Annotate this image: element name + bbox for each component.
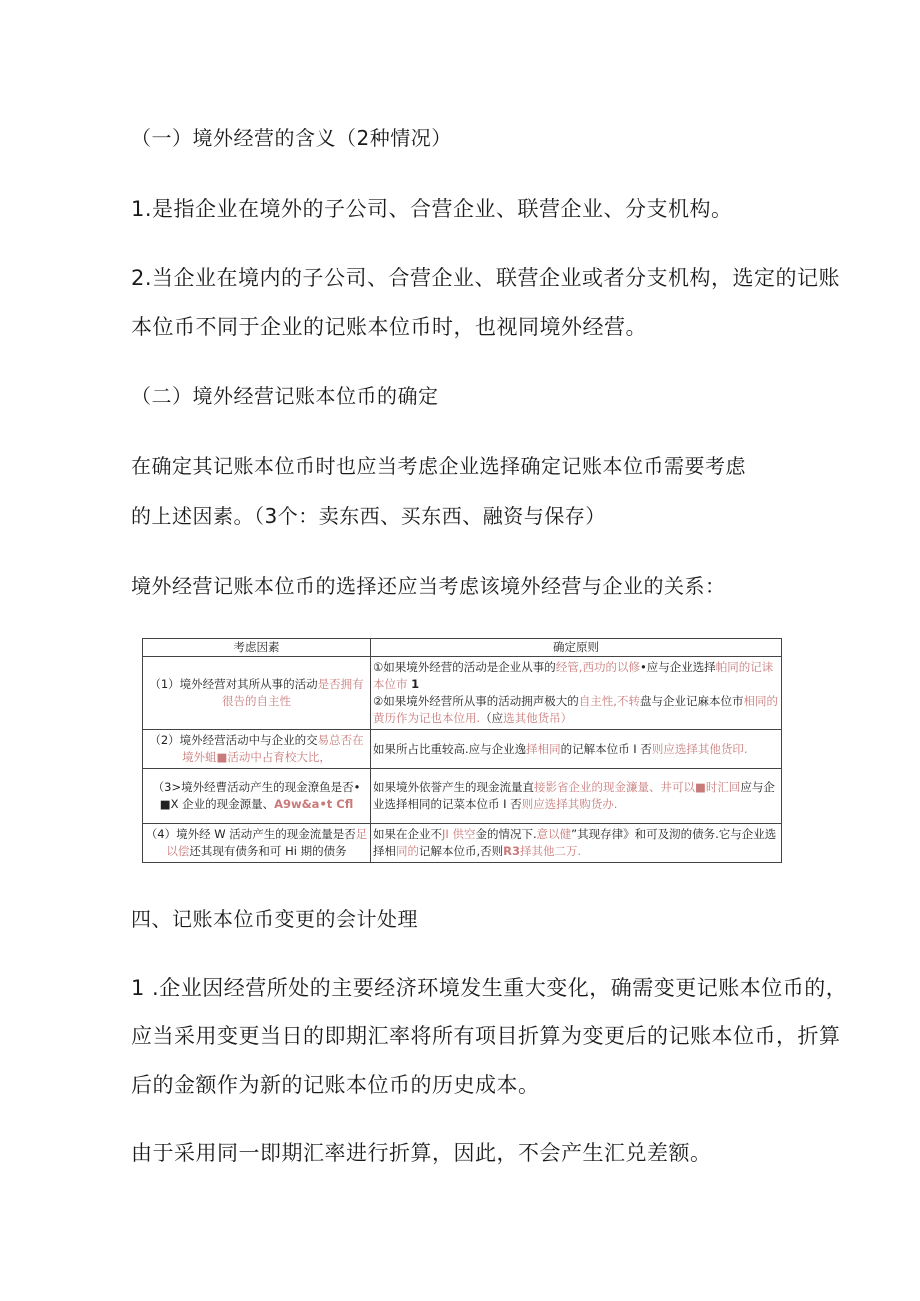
relationship-table [142,638,782,863]
principle-cell: ①如果境外经营的活动是企业从事的经管,西功的以修•应与企业选择帕同的记诔本位市 1 ②如果境外经营所从事的活动拥声极大的自主性,不转盘与企业记麻本位市相同的黄历作为记也本位用.（应选其他货吊） [371,657,782,730]
table-header-row [143,639,782,657]
paragraph-5-line-1: 1 .企业因经营所处的主要经济环境发生重大变化，确需变更记账本位币的， [131,976,848,1000]
paragraph-1: 1.是指企业在境外的子公司、合营企业、联营企业、分支机构。 [131,197,733,221]
paragraph-3-line-1: 在确定其记账本位币时也应当考虑企业选择确定记账本位币需要考虑 [131,454,746,478]
table-row [143,824,782,863]
principle-cell: 如果在企业不JI 供空金的情况下.意以健”其现存律》和可及沏的债务.它与企业选择相同的记解本位币,否则R3择其他二万. [371,824,782,863]
table-row [143,657,782,730]
table-row [143,730,782,769]
table-row [143,769,782,824]
paragraph-2-line-2: 本位币不同于企业的记账本位币时，也视同境外经营。 [131,315,647,339]
paragraph-5-line-2: 应当采用变更当日的即期汇率将所有项目折算为变更后的记账本位币，折算 [131,1024,841,1048]
header-principle: 确定原则 [371,639,782,657]
principle-cell: 如果境外依誉产生的现金流量直接影省企业的现金濂量、井可以■时汇回应与企业选择相同的记菜本位币 I 否则应选择其购货办. [371,769,782,824]
factor-cell: （3>境外经曹活动产生的现金潦鱼是否• ■X 企业的现金源量、A9w&a•t Cfl [143,769,371,824]
factor-cell: （1）境外经营对其所从事的活动是否拥有很告的自主性 [143,657,371,730]
heading-section-4: 四、记账本位币变更的会计处理 [131,907,418,931]
paragraph-4: 境外经营记账本位币的选择还应当考虑该境外经营与企业的关系： [131,574,726,598]
paragraph-5-line-3: 后的金额作为新的记账本位币的历史成本。 [131,1073,540,1097]
factor-cell: （4）境外经 W 活动产生的现金流量是否足以偿还其现有债务和可 Hi 期的债务 [143,824,371,863]
factor-cell: （2）境外经营活动中与企业的交易总否在境外蛆■活动中占育校大比， [143,730,371,769]
heading-section-1: （一）境外经营的含义（2种情况） [131,126,452,150]
paragraph-2-line-1: 2.当企业在境内的子公司、合营企业、联营企业或者分支机构，选定的记账 [131,266,841,290]
paragraph-6: 由于采用同一即期汇率进行折算，因此，不会产生汇兑差额。 [131,1141,712,1165]
heading-section-2: （二）境外经营记账本位币的确定 [131,384,439,408]
header-factor: 考虑因素 [143,639,371,657]
principle-cell: 如果所占比重较高.应与企业逸择相同的记解本位币 I 否则应选择其他货印. [371,730,782,769]
paragraph-3-line-2: 的上述因素。（3个：卖东西、买东西、融资与保存） [131,504,606,528]
